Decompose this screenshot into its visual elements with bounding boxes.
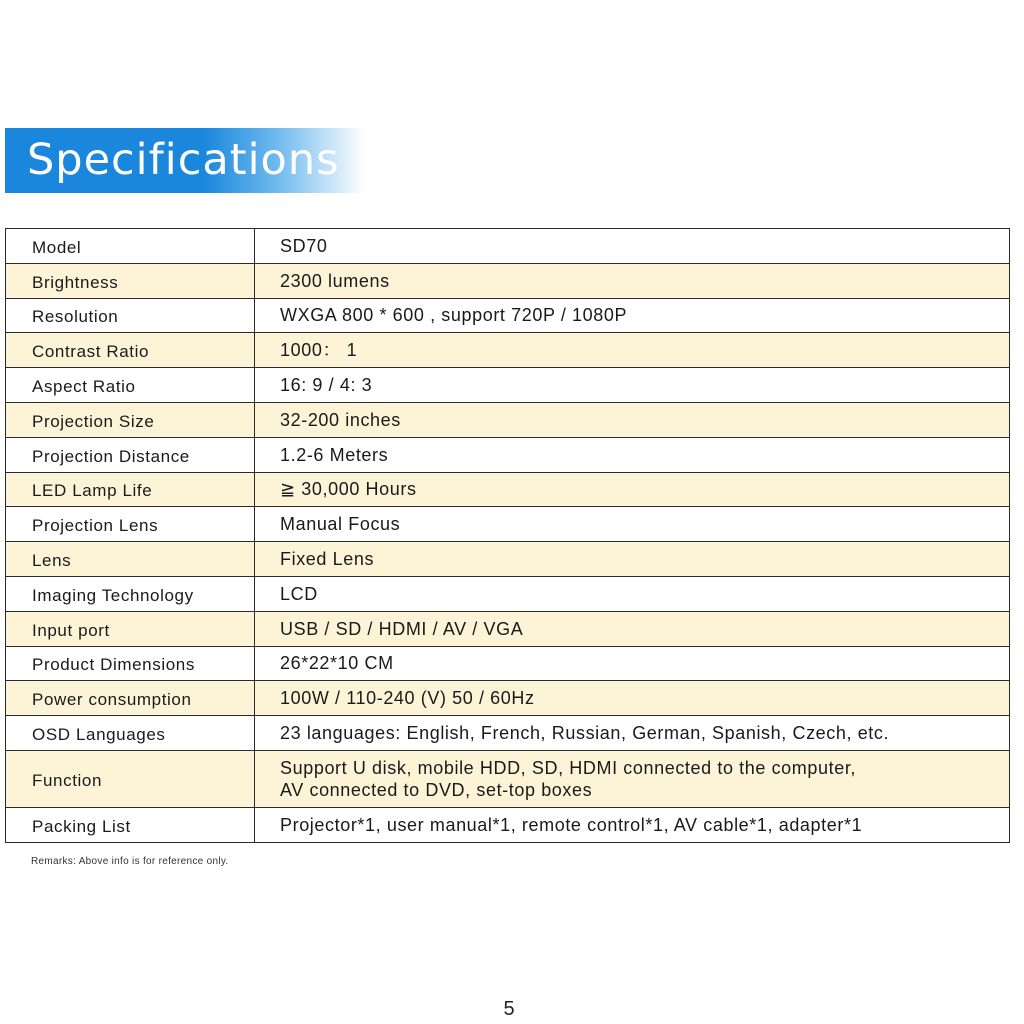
spec-row-brightness <box>6 263 1010 298</box>
spec-row-projection-lens <box>6 507 1010 542</box>
spec-value: 26*22*10 CM <box>255 646 1010 681</box>
spec-row-model <box>6 229 1010 264</box>
page-title: Specifications <box>27 135 340 185</box>
spec-label: Projection Size <box>6 402 255 437</box>
spec-label: Imaging Technology <box>6 576 255 611</box>
spec-label: Contrast Ratio <box>6 333 255 368</box>
spec-label: Aspect Ratio <box>6 368 255 403</box>
spec-value-line: Support U disk, mobile HDD, SD, HDMI connected to the computer, <box>280 757 857 778</box>
spec-value: 1000： 1 <box>255 333 1010 368</box>
spec-value: 100W / 110-240 (V) 50 / 60Hz <box>255 681 1010 716</box>
spec-value: Manual Focus <box>255 507 1010 542</box>
spec-row-product-dimensions <box>6 646 1010 681</box>
spec-label: Lens <box>6 542 255 577</box>
spec-value-line: AV connected to DVD, set-top boxes <box>280 779 593 800</box>
spec-row-projection-size <box>6 402 1010 437</box>
spec-row-aspect-ratio <box>6 368 1010 403</box>
spec-row-power-consumption <box>6 681 1010 716</box>
spec-value <box>255 750 1010 807</box>
spec-row-projection-distance <box>6 437 1010 472</box>
spec-label: Projection Distance <box>6 437 255 472</box>
remarks-note: Remarks: Above info is for reference only. <box>31 856 229 867</box>
specifications-banner <box>5 128 365 193</box>
spec-row-imaging-technology <box>6 576 1010 611</box>
spec-label: Resolution <box>6 298 255 333</box>
spec-value: 32-200 inches <box>255 402 1010 437</box>
spec-label: LED Lamp Life <box>6 472 255 507</box>
spec-row-packing-list <box>6 807 1010 842</box>
spec-value: 2300 lumens <box>255 263 1010 298</box>
spec-label: Function <box>6 750 255 807</box>
spec-row-resolution <box>6 298 1010 333</box>
spec-value: Projector*1, user manual*1, remote control*1, AV cable*1, adapter*1 <box>255 807 1010 842</box>
spec-label: Projection Lens <box>6 507 255 542</box>
spec-value: 23 languages: English, French, Russian, German, Spanish, Czech, etc. <box>255 716 1010 751</box>
spec-label: Model <box>6 229 255 264</box>
spec-value: 16: 9 / 4: 3 <box>255 368 1010 403</box>
spec-row-contrast-ratio <box>6 333 1010 368</box>
spec-label: Power consumption <box>6 681 255 716</box>
spec-value: USB / SD / HDMI / AV / VGA <box>255 611 1010 646</box>
spec-row-input-port <box>6 611 1010 646</box>
spec-row-lens <box>6 542 1010 577</box>
spec-label: Product Dimensions <box>6 646 255 681</box>
spec-value: ≧ 30,000 Hours <box>255 472 1010 507</box>
spec-value: LCD <box>255 576 1010 611</box>
spec-value: SD70 <box>255 229 1010 264</box>
spec-value: WXGA 800 * 600 , support 720P / 1080P <box>255 298 1010 333</box>
spec-row-led-lamp-life <box>6 472 1010 507</box>
spec-label: Packing List <box>6 807 255 842</box>
spec-label: Brightness <box>6 263 255 298</box>
spec-label: Input port <box>6 611 255 646</box>
page-number: 5 <box>503 998 515 1020</box>
specifications-table <box>5 228 1010 843</box>
spec-value: Fixed Lens <box>255 542 1010 577</box>
spec-row-osd-languages <box>6 716 1010 751</box>
spec-value: 1.2-6 Meters <box>255 437 1010 472</box>
spec-label: OSD Languages <box>6 716 255 751</box>
spec-row-function <box>6 750 1010 807</box>
